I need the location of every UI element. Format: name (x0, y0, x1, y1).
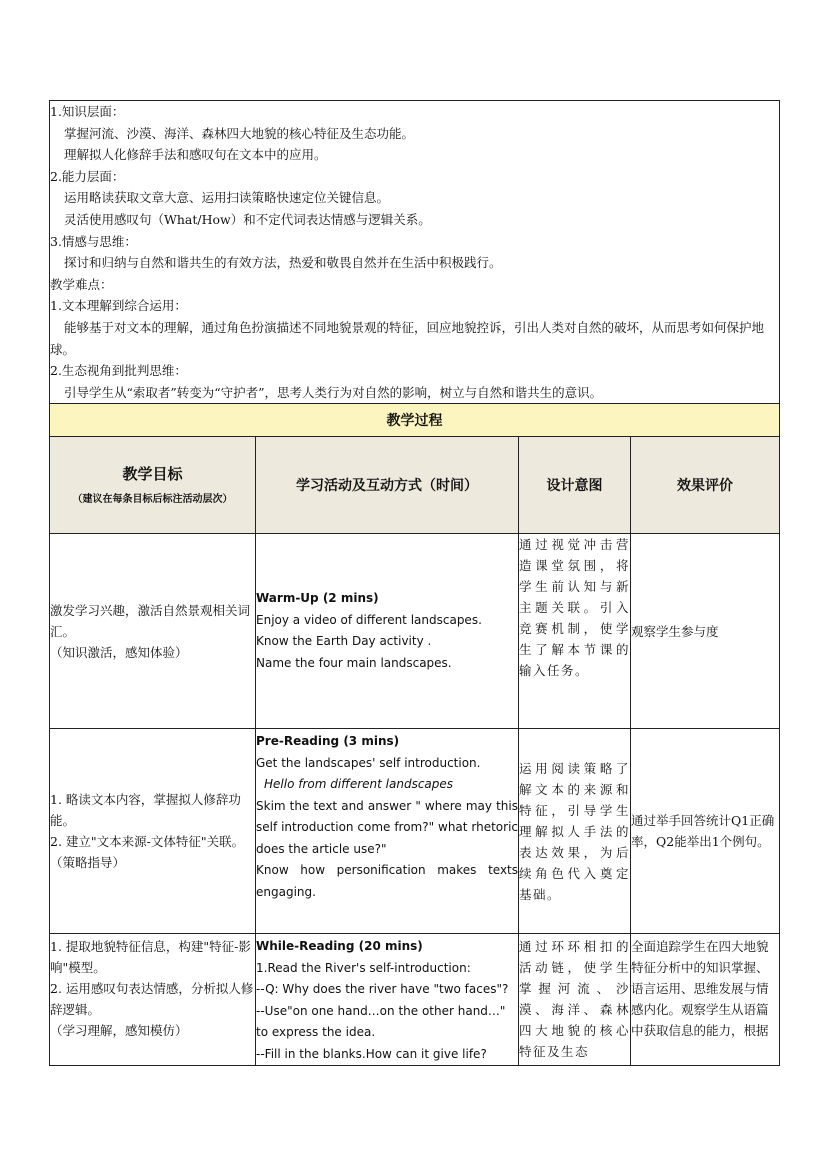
table-row (50, 729, 780, 934)
ability-title: 2.能力层面： (50, 168, 125, 184)
objective-tag: （学习理解，感知模仿） (50, 1023, 188, 1039)
activity-title: Warm-Up (2 mins) (256, 591, 379, 606)
knowledge-item-2: 理解拟人化修辞手法和感叹句在文本中的应用。 (64, 147, 327, 163)
difficulty-2-text: 引导学生从“索取者”转变为“守护者”，思考人类行为对自然的影响，树立与自然和谐共生的意识。 (64, 384, 603, 400)
activity-cell (256, 534, 519, 729)
objective-text: 2. 建立"文本来源-文体特征"关联。 (50, 834, 245, 850)
table-row (50, 534, 780, 729)
teaching-goals-cell (50, 101, 780, 404)
activity-title: Pre-Reading (3 mins) (256, 734, 400, 749)
design-cell: 运用阅读策略了解文本的来源和特征，引导学生理解拟人手法的表达效果，为后续角色代入奠定基础。 (519, 729, 631, 934)
activity-line: Skim the text and answer " where may this self introduction come from?" what rhetoric does the article use?" (256, 798, 518, 856)
ability-item-1: 运用略读获取文章大意、运用扫读策略快速定位关键信息。 (64, 190, 390, 206)
objective-tag: （策略指导） (50, 855, 126, 871)
lesson-plan-sheet (49, 100, 779, 1066)
difficulty-2-title: 2.生态视角到批判思维： (50, 363, 187, 379)
activity-line: 1.Read the River's self-introduction: (256, 960, 471, 975)
activity-line: --Use"on one hand…on the other hand…" to express the idea. (256, 1003, 506, 1040)
process-title-row (50, 404, 780, 437)
activity-line: Enjoy a video of different landscapes. (256, 612, 482, 627)
activity-line: Name the four main landscapes. (256, 655, 452, 670)
header-evaluation: 效果评价 (631, 437, 780, 534)
header-objective (50, 437, 256, 534)
header-objective-note: （建议在每条目标后标注活动层次） (72, 494, 233, 506)
knowledge-item-1: 掌握河流、沙漠、海洋、森林四大地貌的核心特征及生态功能。 (64, 125, 415, 141)
difficulty-1-text: 能够基于对文本的理解，通过角色扮演描述不同地貌景观的特征，回应地貌控诉，引出人类对自然的破坏，从而思考如何保护地球。 (50, 319, 765, 357)
table-row (50, 934, 780, 1066)
header-objective-label: 教学目标 (122, 465, 183, 484)
knowledge-title: 1.知识层面： (50, 104, 125, 119)
process-title: 教学过程 (50, 404, 780, 437)
activity-cell (256, 729, 519, 934)
evaluation-cell: 观察学生参与度 (631, 534, 780, 729)
header-design: 设计意图 (519, 437, 631, 534)
objective-text: 激发学习兴趣，激活自然景观相关词汇。 (50, 602, 251, 639)
activity-line: Know how personification makes texts engaging. (256, 863, 518, 899)
header-activity: 学习活动及互动方式（时间） (256, 437, 519, 534)
activity-line: --Q: Why does the river have "two faces"? (256, 982, 509, 997)
objective-cell (50, 729, 256, 934)
activity-title: While-Reading (20 mins) (256, 939, 423, 954)
emotion-item-1: 探讨和归纳与自然和谐共生的有效方法，热爱和敬畏自然并在生活中积极践行。 (64, 255, 502, 271)
evaluation-cell: 全面追踪学生在四大地貌特征分析中的知识掌握、语言运用、思维发展与情感内化。观察学生从语篇中获取信息的能力，根据 (631, 934, 780, 1066)
goals-row (50, 101, 780, 404)
activity-italic-line: Hello from different landscapes (264, 777, 454, 792)
objective-text: 2. 运用感叹句表达情感，分析拟人修辞逻辑。 (50, 981, 254, 1018)
activity-cell (256, 934, 519, 1066)
objective-tag: （知识激活，感知体验） (50, 644, 188, 660)
objective-cell (50, 534, 256, 729)
lesson-plan-table (49, 100, 780, 1066)
activity-line: Get the landscapes' self introduction. (256, 755, 481, 770)
ability-item-2: 灵活使用感叹句（What/How）和不定代词表达情感与逻辑关系。 (64, 211, 431, 227)
activity-line: --Fill in the blanks.How can it give life? (256, 1046, 487, 1061)
evaluation-cell: 通过举手回答统计Q1正确率，Q2能举出1个例句。 (631, 729, 780, 934)
activity-line: Know the Earth Day activity . (256, 634, 432, 649)
header-row (50, 437, 780, 534)
design-cell: 通过视觉冲击营造课堂氛围，将学生前认知与新主题关联。引入竞赛机制，使学生了解本节课的输入任务。 (519, 534, 631, 729)
difficulty-title: 教学难点： (50, 276, 113, 292)
objective-text: 1. 略读文本内容，掌握拟人修辞功能。 (50, 792, 241, 829)
objective-text: 1. 提取地貌特征信息，构建"特征-影响"模型。 (50, 939, 251, 976)
objective-cell (50, 934, 256, 1066)
emotion-title: 3.情感与思维： (50, 233, 137, 249)
difficulty-1-title: 1.文本理解到综合运用： (50, 298, 187, 314)
design-cell: 通过环环相扣的活动链，使学生掌握河流、沙漠、海洋、森林四大地貌的核心特征及生态 (519, 934, 631, 1066)
